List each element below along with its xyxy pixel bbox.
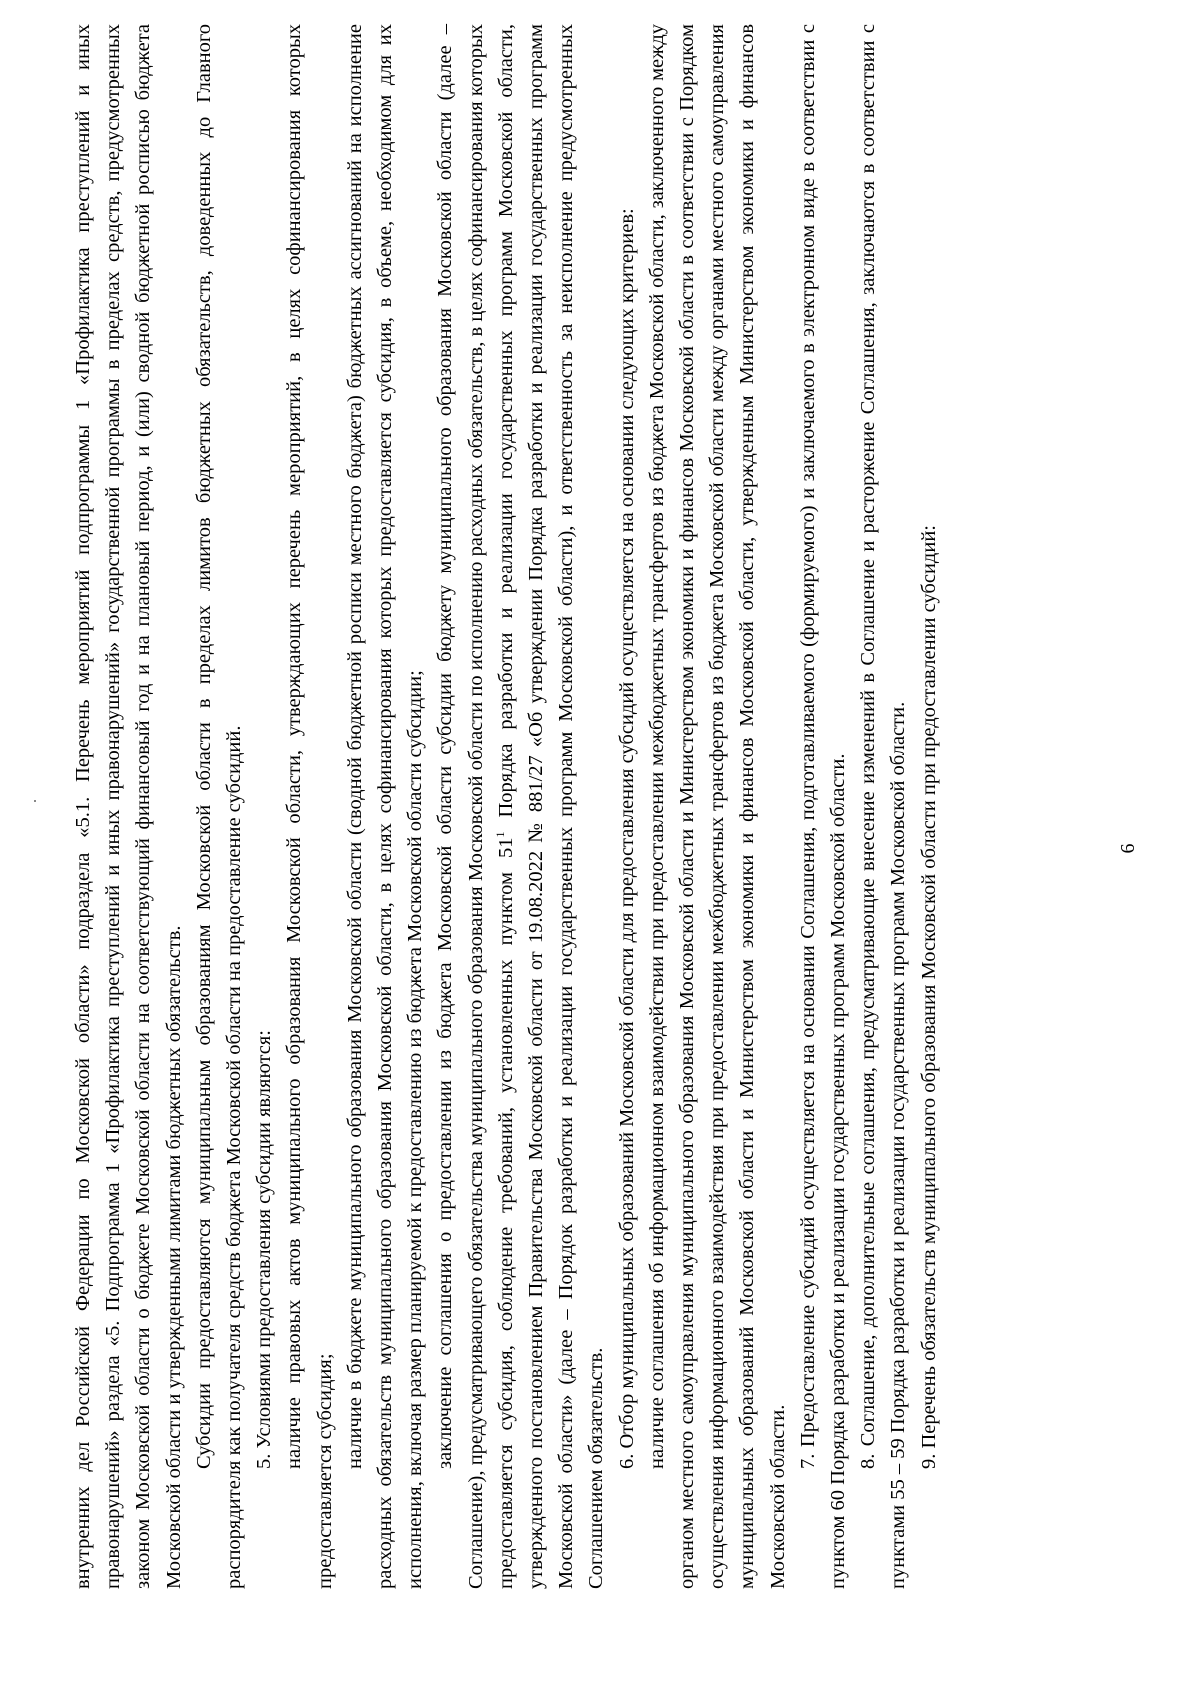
page-number: 6 xyxy=(1117,843,1139,854)
paragraph-2: Субсидии предоставляются муниципальным образованиям Московской области в пределах лимитов бюджетных обязательств, доведенных до Главного распорядителя как получателя средств бюджета Московской области на предоставление субсидий. xyxy=(192,24,246,1589)
paragraph-6-text: заключение соглашения о предоставлении из бюджета Московской области субсидии бюджету муниципального образования Московской области (далее – Соглашение), предусматривающего обязательства муниципального образования Московской области по исполнению расходных обязательств, в целях софинансирования которых предоставляется субсидия, соблюдение требований, установленных пунктом 51 xyxy=(434,24,517,1589)
footnote-superscript: 1 xyxy=(493,831,508,838)
document-body xyxy=(68,24,944,1589)
paragraph-6-cont: Порядка разработки и реализации государственных программ Московской области, утвержденного постановлением Правительства Московской области от 19.08.2022 № 881/27 «Об утверждении Порядка разработки и реализации государственных программ Московской области» (далее – Порядок разработки и реализации государственных программ Московской области), и ответственность за неисполнение предусмотренных Соглашением обязательств. xyxy=(494,23,608,1589)
paragraph-4: наличие правовых актов муниципального образования Московской области, утверждающих перечень мероприятий, в целях софинансирования которых предоставляется субсидия; xyxy=(283,24,336,1589)
paragraph-1: внутренних дел Российской Федерации по Московской области» подраздела «5.1. Перечень мероприятий подпрограммы 1 «Профилактика преступлений и иных правонарушений» раздела «5. Подпрограмма 1 «Профилактика преступлений и иных правонарушений» государственной программы в пределах средств, предусмотренных законом Московской области о бюджете Московской области на соответствующий финансовый год и на плановый период, и (или) сводной бюджетной росписью бюджета Московской области и утвержденными лимитами бюджетных обязательств. xyxy=(72,24,185,1589)
paragraph-9: 7. Предоставление субсидий осуществляется на основании Соглашения, подготавливаемого (формируемого) и заключаемого в электронном виде в соответствии с пунктом 60 Порядка разработки и реализации государственных программ Московской области. xyxy=(796,24,850,1589)
paragraph-7: 6. Отбор муниципальных образований Московской области для предоставления субсидий осуществляется на основании следующих критериев: xyxy=(615,208,638,1469)
paragraph-3: 5. Условиями предоставления субсидии являются: xyxy=(253,1030,276,1469)
paragraph-11: 9. Перечень обязательств муниципального образования Московской области при предоставлении субсидий: xyxy=(917,525,940,1469)
paragraph-8: наличие соглашения об информационном взаимодействии при предоставлении межбюджетных трансфертов из бюджета Московской области, заключенного между органом местного самоуправления муниципального образования Московской области и Министерством экономики и финансов Московской области в соответствии с Порядком осуществления информационного взаимодействия при предоставлении межбюджетных трансфертов из бюджета Московской области между органами местного самоуправления муниципальных образований Московской области и Министерством экономики и финансов Московской области, утвержденным Министерством экономики и финансов Московской области. xyxy=(645,24,789,1589)
paragraph-10: 8. Соглашение, дополнительные соглашения, предусматривающие внесение изменений в Соглашение и расторжение Соглашения, заключаются в соответствии с пунктами 55 – 59 Порядка разработки и реализации государственных программ Московской области. xyxy=(857,24,910,1589)
paragraph-6 xyxy=(430,24,611,1589)
paragraph-5: наличие в бюджете муниципального образования Московской области (сводной бюджетной росписи местного бюджета) бюджетных ассигнований на исполнение расходных обязательств муниципального образования Московской области, в целях софинансирования которых предоставляется субсидия, в объеме, необходимом для их исполнения, включая размер планируемой к предоставлению из бюджета Московской области субсидии; xyxy=(343,24,427,1589)
